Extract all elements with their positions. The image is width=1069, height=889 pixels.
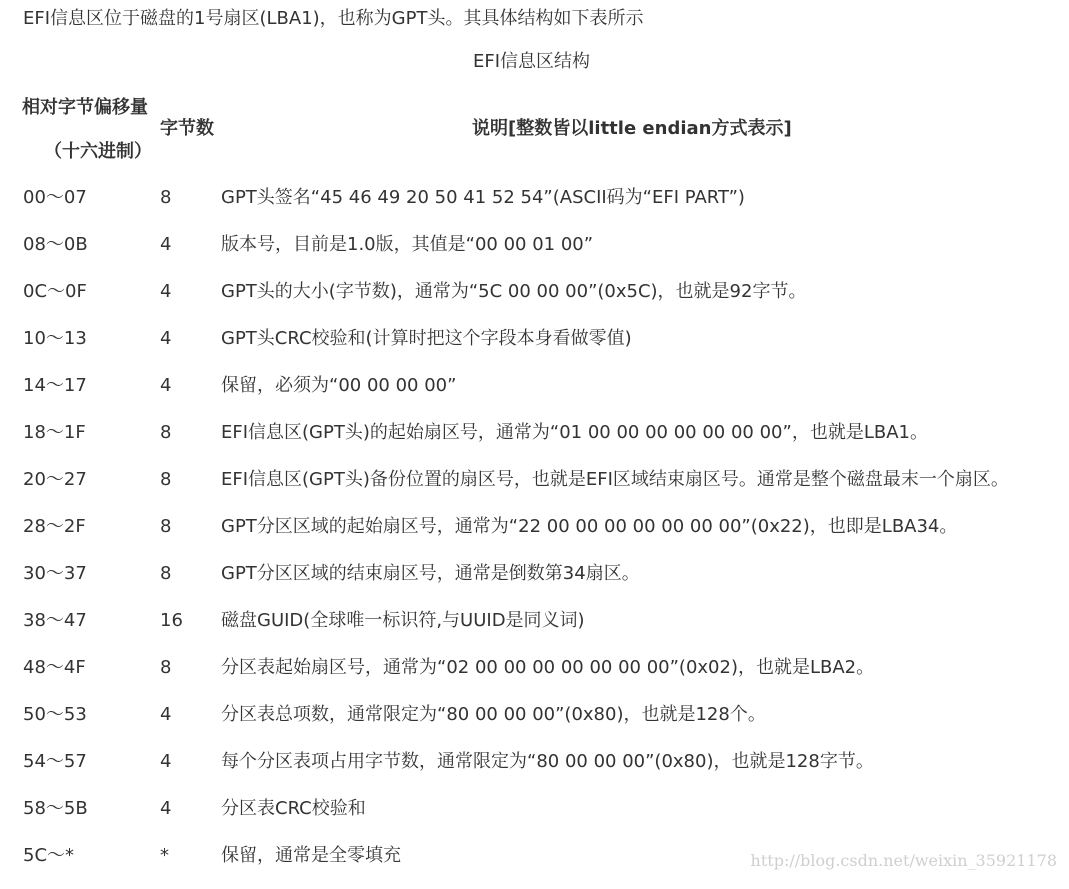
row-description: GPT分区区域的起始扇区号，通常为“22 00 00 00 00 00 00 00”(0x22)，也即是LBA34。 [221,516,958,537]
row-description: 保留，必须为“00 00 00 00” [221,375,457,396]
row-description: GPT分区区域的结束扇区号，通常是倒数第34扇区。 [221,563,640,584]
table-body [0,184,1069,889]
watermark: http://blog.csdn.net/weixin_35921178 [750,851,1057,870]
row-offset: 14～17 [23,375,87,396]
row-offset: 20～27 [23,469,87,490]
row-offset: 18～1F [23,422,86,443]
table-row [0,513,1069,560]
row-bytes: 4 [160,798,172,819]
table-row [0,654,1069,701]
row-offset: 30～37 [23,563,87,584]
row-bytes: 4 [160,751,172,772]
row-bytes: 4 [160,704,172,725]
row-bytes: 8 [160,563,172,584]
header-bytes: 字节数 [160,118,214,139]
row-offset: 50～53 [23,704,87,725]
table-row [0,748,1069,795]
row-offset: 48～4F [23,657,86,678]
row-bytes: 8 [160,422,172,443]
table-row [0,325,1069,372]
row-offset: 10～13 [23,328,87,349]
row-description: 每个分区表项占用字节数，通常限定为“80 00 00 00”(0x80)，也就是128字节。 [221,751,874,772]
row-bytes: 8 [160,469,172,490]
row-offset: 5C～* [23,845,75,866]
table-caption: EFI信息区结构 [473,51,591,72]
row-offset: 54～57 [23,751,87,772]
row-description: 保留，通常是全零填充 [221,845,401,866]
row-bytes: 16 [160,610,183,631]
row-description: 分区表起始扇区号，通常为“02 00 00 00 00 00 00 00”(0x02)，也就是LBA2。 [221,657,875,678]
table-row [0,560,1069,607]
row-bytes: 4 [160,281,172,302]
row-bytes: 8 [160,516,172,537]
row-description: EFI信息区(GPT头)的起始扇区号，通常为“01 00 00 00 00 00 00 00”，也就是LBA1。 [221,422,928,443]
row-offset: 08～0B [23,234,88,255]
row-bytes: 8 [160,187,172,208]
table-row [0,278,1069,325]
row-description: 磁盘GUID(全球唯一标识符,与UUID是同义词) [221,610,585,631]
row-offset: 28～2F [23,516,86,537]
row-description: 分区表总项数，通常限定为“80 00 00 00”(0x80)，也就是128个。 [221,704,766,725]
table-row [0,466,1069,513]
row-description: GPT头CRC校验和(计算时把这个字段本身看做零值) [221,328,632,349]
table-row [0,419,1069,466]
header-description: 说明[整数皆以little endian方式表示] [472,118,792,139]
header-offset-line2: （十六进制） [44,141,152,162]
intro-paragraph: EFI信息区位于磁盘的1号扇区(LBA1)，也称为GPT头。其具体结构如下表所示 [23,8,644,29]
table-row [0,231,1069,278]
table-row [0,701,1069,748]
row-description: 分区表CRC校验和 [221,798,366,819]
row-offset: 38～47 [23,610,87,631]
row-bytes: 4 [160,328,172,349]
row-offset: 0C～0F [23,281,87,302]
row-offset: 58～5B [23,798,88,819]
row-bytes: 4 [160,375,172,396]
row-bytes: * [160,845,169,866]
row-bytes: 4 [160,234,172,255]
row-description: GPT头的大小(字节数)，通常为“5C 00 00 00”(0x5C)，也就是92字节。 [221,281,807,302]
row-bytes: 8 [160,657,172,678]
table-row [0,372,1069,419]
row-description: GPT头签名“45 46 49 20 50 41 52 54”(ASCII码为“EFI PART”) [221,187,745,208]
table-row [0,795,1069,842]
header-offset-line1: 相对字节偏移量 [22,97,148,118]
table-row [0,184,1069,231]
row-description: 版本号，目前是1.0版，其值是“00 00 01 00” [221,234,594,255]
table-row [0,607,1069,654]
row-offset: 00～07 [23,187,87,208]
row-description: EFI信息区(GPT头)备份位置的扇区号，也就是EFI区域结束扇区号。通常是整个磁盘最末一个扇区。 [221,469,1009,490]
